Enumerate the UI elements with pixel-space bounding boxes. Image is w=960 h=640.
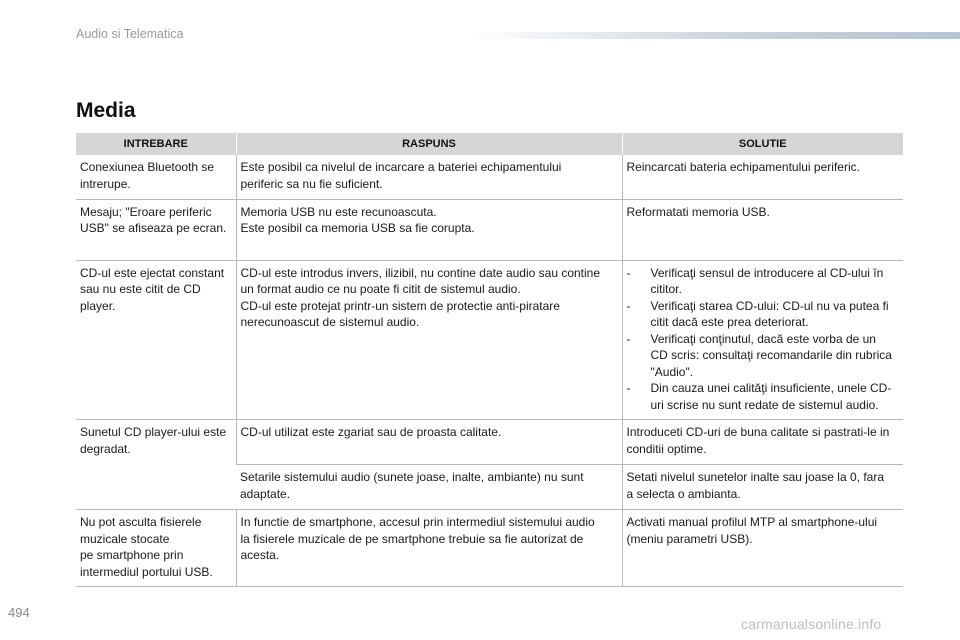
solution-cell xyxy=(622,260,903,420)
table-row xyxy=(76,510,903,587)
solution-cell: Introduceti CD-uri de buna calitate si pastrati-le in conditii optime. xyxy=(622,420,903,465)
faq-table xyxy=(76,133,903,587)
question-cell: Mesaju; "Eroare periferic USB" se afiseaza pe ecran. xyxy=(76,199,236,260)
table-row xyxy=(76,420,903,465)
question-cell: Nu pot asculta fisierele muzicale stocate pe smartphone prin intermediul portului USB. xyxy=(76,510,236,587)
list-item: - Verificaţi sensul de introducere al CD-ului în cititor. xyxy=(626,265,884,296)
table-row xyxy=(76,260,903,420)
question-cell: Conexiunea Bluetooth se intrerupe. xyxy=(76,155,236,199)
answer-cell: In functie de smartphone, accesul prin intermediul sistemului audio la fisierele muzicale de pe smartphone trebuie sa fie autorizat de acesta. xyxy=(236,510,622,587)
list-item: - Verificaţi starea CD-ului: CD-ul nu va putea fi citit dacă este prea deteriorat. xyxy=(626,298,889,329)
header-solution: SOLUTIE xyxy=(622,133,903,155)
solution-list xyxy=(627,265,900,414)
table-row xyxy=(76,155,903,199)
answer-cell: Setarile sistemului audio (sunete joase, inalte, ambiante) nu sunt adaptate. xyxy=(236,465,622,510)
answer-cell: CD-ul este introdus invers, ilizibil, nu contine date audio sau contine un format audio ce nu poate fi citit de sistemul audio. CD-ul este protejat printr-un sistem de protectie anti-piratare nerecunoascut de sistemul audio. xyxy=(236,260,622,420)
solution-cell: Activati manual profilul MTP al smartphone-ului (meniu parametri USB). xyxy=(622,510,903,587)
answer-cell: Este posibil ca nivelul de incarcare a bateriei echipamentului periferic sa nu fie suficient. xyxy=(236,155,622,199)
page-title: Media xyxy=(76,99,136,122)
table-row xyxy=(76,199,903,260)
solution-cell: Setati nivelul sunetelor inalte sau joase la 0, fara a selecta o ambianta. xyxy=(622,465,903,510)
table-header-row xyxy=(76,133,903,155)
question-cell: Sunetul CD player-ului este degradat. xyxy=(76,420,236,510)
header-question: INTREBARE xyxy=(76,133,236,155)
watermark: carmanualsonline.info xyxy=(741,616,882,632)
list-item: - Din cauza unei calităţi insuficiente, unele CD- uri scrise nu sunt redate de sistemul audio. xyxy=(626,381,892,412)
list-item: - Verificaţi conţinutul, dacă este vorba de un CD scris: consultaţi recomandarile din rubrica "Audio". xyxy=(626,331,892,379)
header-answer: RASPUNS xyxy=(236,133,622,155)
solution-cell: Reformatati memoria USB. xyxy=(622,199,903,260)
question-cell: CD-ul este ejectat constant sau nu este citit de CD player. xyxy=(76,260,236,420)
solution-cell: Reincarcati bateria echipamentului periferic. xyxy=(622,155,903,199)
answer-cell: CD-ul utilizat este zgariat sau de proasta calitate. xyxy=(236,420,622,465)
page-number: 494 xyxy=(8,605,30,620)
section-header: Audio si Telematica xyxy=(76,27,184,41)
header-rule xyxy=(468,32,960,39)
answer-cell: Memoria USB nu este recunoascuta. Este posibil ca memoria USB sa fie corupta. xyxy=(236,199,622,260)
